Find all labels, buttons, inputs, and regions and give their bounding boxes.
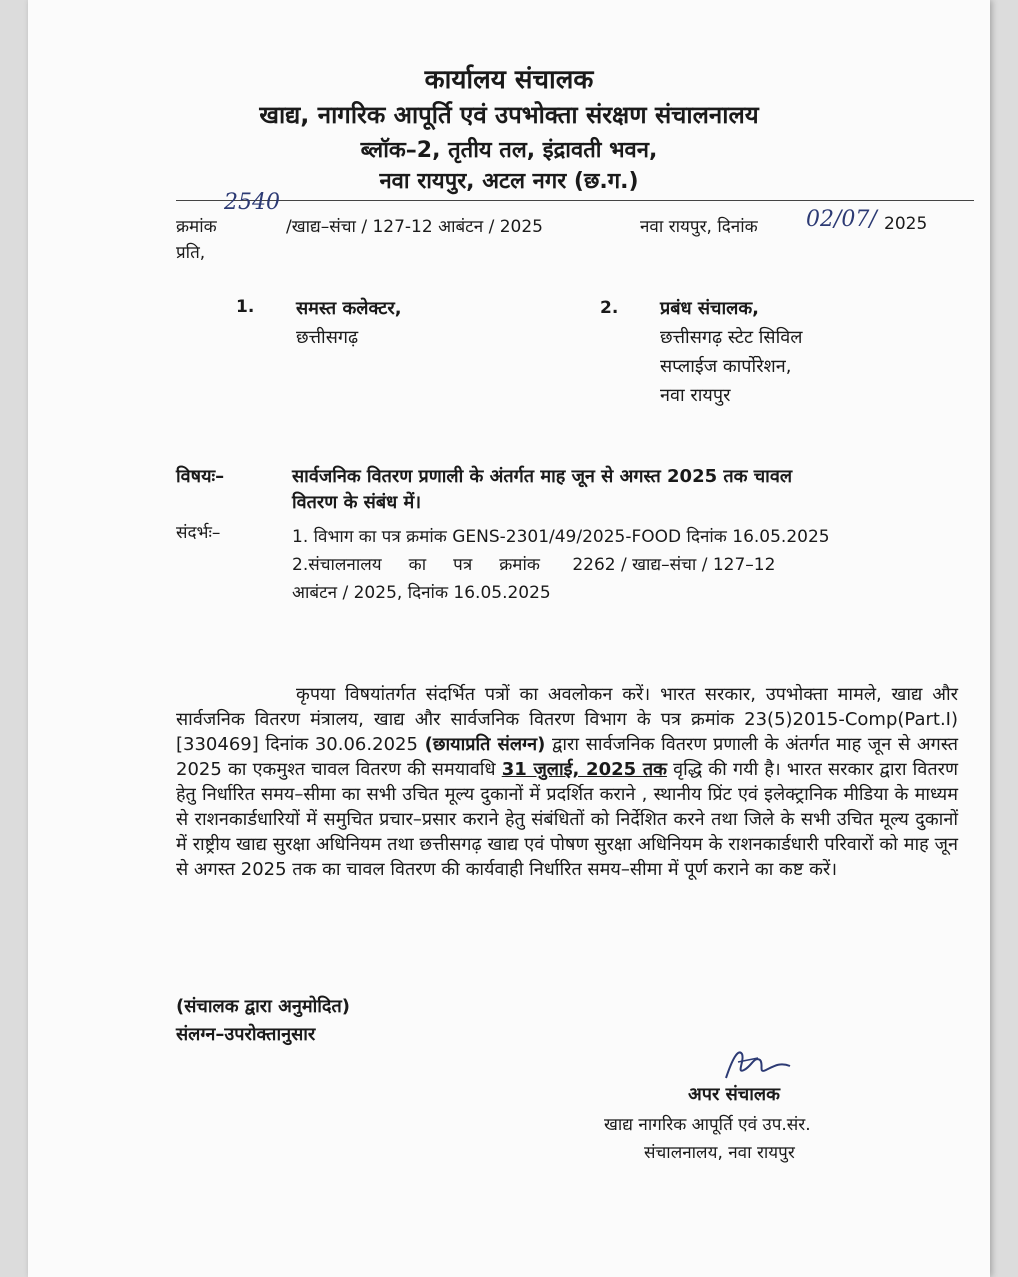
recipient-2-line-3: सप्लाईज कार्पोरेशन, — [660, 356, 792, 377]
date-year: 2025 — [884, 214, 928, 234]
signatory-department: खाद्य नागरिक आपूर्ति एवं उप.संर. — [604, 1115, 811, 1135]
letter-body — [176, 682, 958, 882]
subject-line-2: वितरण के संबंध में। — [292, 492, 422, 513]
prati-label: प्रति, — [176, 243, 206, 263]
ref-file-number: /खाद्य–संचा / 127-12 आबंटन / 2025 — [286, 217, 543, 237]
office-title: कार्यालय संचालक — [424, 65, 594, 95]
enclosure-note: (छायाप्रति संलग्न) — [424, 734, 546, 755]
ref-label: क्रमांक — [176, 217, 217, 237]
directorate-title: खाद्य, नागरिक आपूर्ति एवं उपभोक्ता संरक्षण संचालनालय — [259, 101, 759, 129]
ref-number-handwritten: 2540 — [224, 190, 280, 215]
body-text-3: वृद्धि की गयी है। भारत सरकार द्वारा वितरण हेतु निर्धारित समय–सीमा का सभी उचित मूल्य दुकानों में प्रदर्शित कराने , स्थानीय प्रिंट एवं इलेक्ट्रानिक मीडिया के माध्यम से राशनकार्डधारियों में समुचित प्रचार–प्रसार कराने हेतु संबंधितों को निर्देशित करने तथा जिले के सभी उचित मूल्य दुकानों में राष्ट्रीय खाद्य सुरक्षा अधिनियम तथा छत्तीसगढ़ खाद्य एवं पोषण सुरक्षा अधिनियम के राशनकार्डधारी परिवारों को माह जून से अगस्त 2025 तक का चावल वितरण की कार्यवाही निर्धारित समय–सीमा में पूर्ण कराने का कष्ट करें। — [176, 759, 958, 880]
letter-sheet — [28, 0, 990, 1277]
date-handwritten: 02/07/ — [806, 207, 877, 232]
body-text-2: द्वारा सार्वजनिक वितरण प्रणाली के अंतर्गत माह जून से अगस्त 2025 का एकमुश्त चावल वितरण की समयावधि — [176, 734, 958, 780]
place-date-label: नवा रायपुर, दिनांक — [640, 217, 758, 237]
deadline-highlight: 31 जुलाई, 2025 तक — [501, 759, 667, 780]
recipient-2-line-2: छत्तीसगढ़ स्टेट सिविल — [660, 327, 803, 348]
reference-label: संदर्भः– — [176, 523, 221, 543]
signatory-designation: अपर संचालक — [688, 1084, 780, 1105]
approval-note: (संचालक द्वारा अनुमोदित) — [176, 996, 350, 1017]
reference-line-1: 1. विभाग का पत्र क्रमांक GENS-2301/49/2025-FOOD दिनांक 16.05.2025 — [292, 527, 830, 547]
body-paragraph — [176, 682, 958, 882]
signatory-place: संचालनालय, नवा रायपुर — [644, 1143, 795, 1163]
address-line-2: नवा रायपुर, अटल नगर (छ.ग.) — [379, 169, 639, 194]
recipient-1-line-2: छत्तीसगढ़ — [296, 327, 359, 348]
address-line-1: ब्लॉक–2, तृतीय तल, इंद्रावती भवन, — [360, 138, 658, 163]
subject-label: विषयः– — [176, 466, 225, 487]
header-divider — [176, 200, 974, 201]
enclosure-label: संलग्न–उपरोक्तानुसार — [176, 1024, 316, 1045]
recipient-2-number: 2. — [600, 298, 619, 318]
recipient-1-number: 1. — [236, 297, 255, 317]
recipient-1-line-1: समस्त कलेक्टर, — [296, 298, 402, 319]
recipient-2-line-1: प्रबंध संचालक, — [660, 298, 759, 319]
reference-line-2: 2.संचालनालय का पत्र क्रमांक 2262 / खाद्य–संचा / 127–12 — [292, 555, 776, 575]
subject-line-1: सार्वजनिक वितरण प्रणाली के अंतर्गत माह जून से अगस्त 2025 तक चावल — [292, 466, 793, 487]
body-text-1: कृपया विषयांतर्गत संदर्भित पत्रों का अवलोकन करें। भारत सरकार, उपभोक्ता मामले, खाद्य और सार्वजनिक वितरण मंत्रालय, खाद्य और सार्वजनिक वितरण विभाग के पत्र क्रमांक 23(5)2015-Comp(Part.I)[330469] दिनांक 30.06.2025 — [176, 684, 958, 755]
recipient-2-line-4: नवा रायपुर — [660, 385, 731, 406]
reference-line-3: आबंटन / 2025, दिनांक 16.05.2025 — [292, 583, 551, 603]
